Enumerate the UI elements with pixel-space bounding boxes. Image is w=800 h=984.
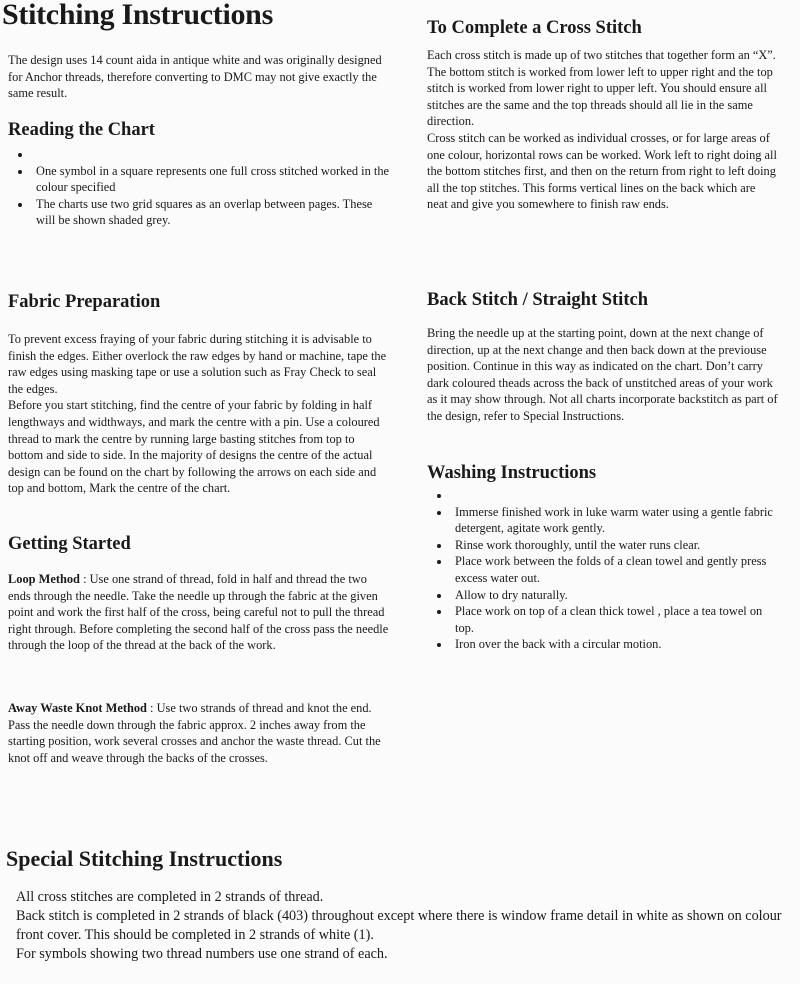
loop-method-text: [8, 571, 392, 654]
list-item: • Allow to dry naturally.: [451, 587, 779, 604]
list-item: [32, 146, 392, 163]
intro-section: [8, 52, 392, 102]
list-item: • Iron over the back with a circular motion.: [451, 636, 779, 653]
special-section: [16, 888, 786, 964]
reading-chart-heading: Reading the Chart: [8, 120, 155, 140]
special-line2: Back stitch is completed in 2 strands of black (403) throughout except where there is window frame detail in white as shown on colour front cover. This should be completed in 2 strands of white (1).: [16, 908, 782, 943]
waste-knot-label: Away Waste Knot Method: [8, 700, 147, 715]
loop-method-body: : Use one strand of thread, fold in half and thread the two ends through the needle. Take the needle up through the fabric at the given point and work the first half of the cross, being careful not to pull the thread right through. Before completing the second half of the cross pass the needle through the loop of the thread at the back of the work.: [8, 572, 389, 653]
special-line1: All cross stitches are completed in 2 strands of thread.: [16, 889, 324, 905]
loop-method-label: Loop Method: [8, 572, 80, 586]
back-stitch-section: [427, 290, 779, 425]
intro-text: The design uses 14 count aida in antique white and was originally designed for Anchor threads, therefore converting to DMC may not give exactly the same result.: [8, 53, 382, 101]
back-stitch-heading: Back Stitch / Straight Stitch: [427, 290, 648, 310]
special-line3: For symbols showing two thread numbers use one strand of each.: [16, 946, 388, 962]
waste-knot-text: [8, 700, 392, 766]
reading-chart-list: [8, 146, 392, 229]
fabric-prep-section: [8, 292, 392, 497]
fabric-prep-para1: To prevent excess fraying of your fabric during stitching it is advisable to finish the edges. Either overlock the raw edges by hand or machine, tape the raw edges using masking tape or use a solution such as Fray Check to seal the edges.: [8, 332, 387, 396]
getting-started-section: [8, 534, 392, 766]
list-item: • The charts use two grid squares as an overlap between pages. These will be shown shaded grey.: [32, 196, 392, 229]
waste-knot-body: : Use two strands of thread and knot the end. Pass the needle down through the fabric approx. 2 inches away from the starting position, work several crosses and anchor the waste thread. Cut the knot off and weave through the backs of the crosses.: [8, 700, 381, 765]
fabric-prep-heading: Fabric Preparation: [8, 292, 161, 312]
list-item: • Place work on top of a clean thick towel , place a tea towel on top.: [451, 603, 779, 636]
washing-list: [427, 487, 779, 653]
complete-cross-para2: Cross stitch can be worked as individual crosses, or for large areas of one colour, horizontal rows can be worked. Work left to right doing all the bottom stitches first, and then on the return from right to left doing all the top stitches. This forms vertical lines on the back which are neat and give you somewhere to finish raw ends.: [427, 130, 777, 212]
washing-heading: Washing Instructions: [427, 463, 597, 483]
washing-section: [427, 463, 779, 653]
list-item: [451, 487, 779, 504]
special-heading: Special Stitching Instructions: [6, 846, 283, 871]
list-item: • Rinse work thoroughly, until the water runs clear.: [451, 537, 779, 554]
fabric-prep-para2: Before you start stitching, find the centre of your fabric by folding in half lengthways and widthways, and mark the centre with a pin. Use a coloured thread to mark the centre by running large basting stitches from top to bottom and side to side. In the majority of designs the centre of the actual design can be found on the chart by following the arrows on each side and top and bottom, Mark the centre of the chart.: [8, 398, 380, 496]
getting-started-heading: Getting Started: [8, 534, 131, 554]
complete-cross-para1: Each cross stitch is made up of two stitches that together form an “X”. The bottom stitch is worked from lower left to upper right and the top stitch is worked from lower right to upper left. You should ensure all stitches are the same and the top threads should all lie in the same direction.: [427, 48, 776, 129]
list-item: • Immerse finished work in luke warm water using a gentle fabric detergent, agitate work gently.: [451, 504, 779, 537]
list-item: • One symbol in a square represents one full cross stitched worked in the colour specified: [32, 163, 392, 196]
complete-cross-heading: To Complete a Cross Stitch: [427, 18, 642, 38]
list-item: • Place work between the folds of a clean towel and gently press excess water out.: [451, 553, 779, 586]
page-title: Stitching Instructions: [2, 0, 273, 31]
back-stitch-para: Bring the needle up at the starting point, down at the next change of direction, up at the next change and then back down at the previouse position. Continue in this way as indicated on the chart. Don’t carry dark coloured theads across the back of unstitched areas of your work as it may show through. Not all charts incorporate backstitch as part of the design, refer to Special Instructions.: [427, 326, 778, 423]
reading-chart-section: [8, 120, 392, 229]
complete-cross-section: [427, 18, 779, 213]
